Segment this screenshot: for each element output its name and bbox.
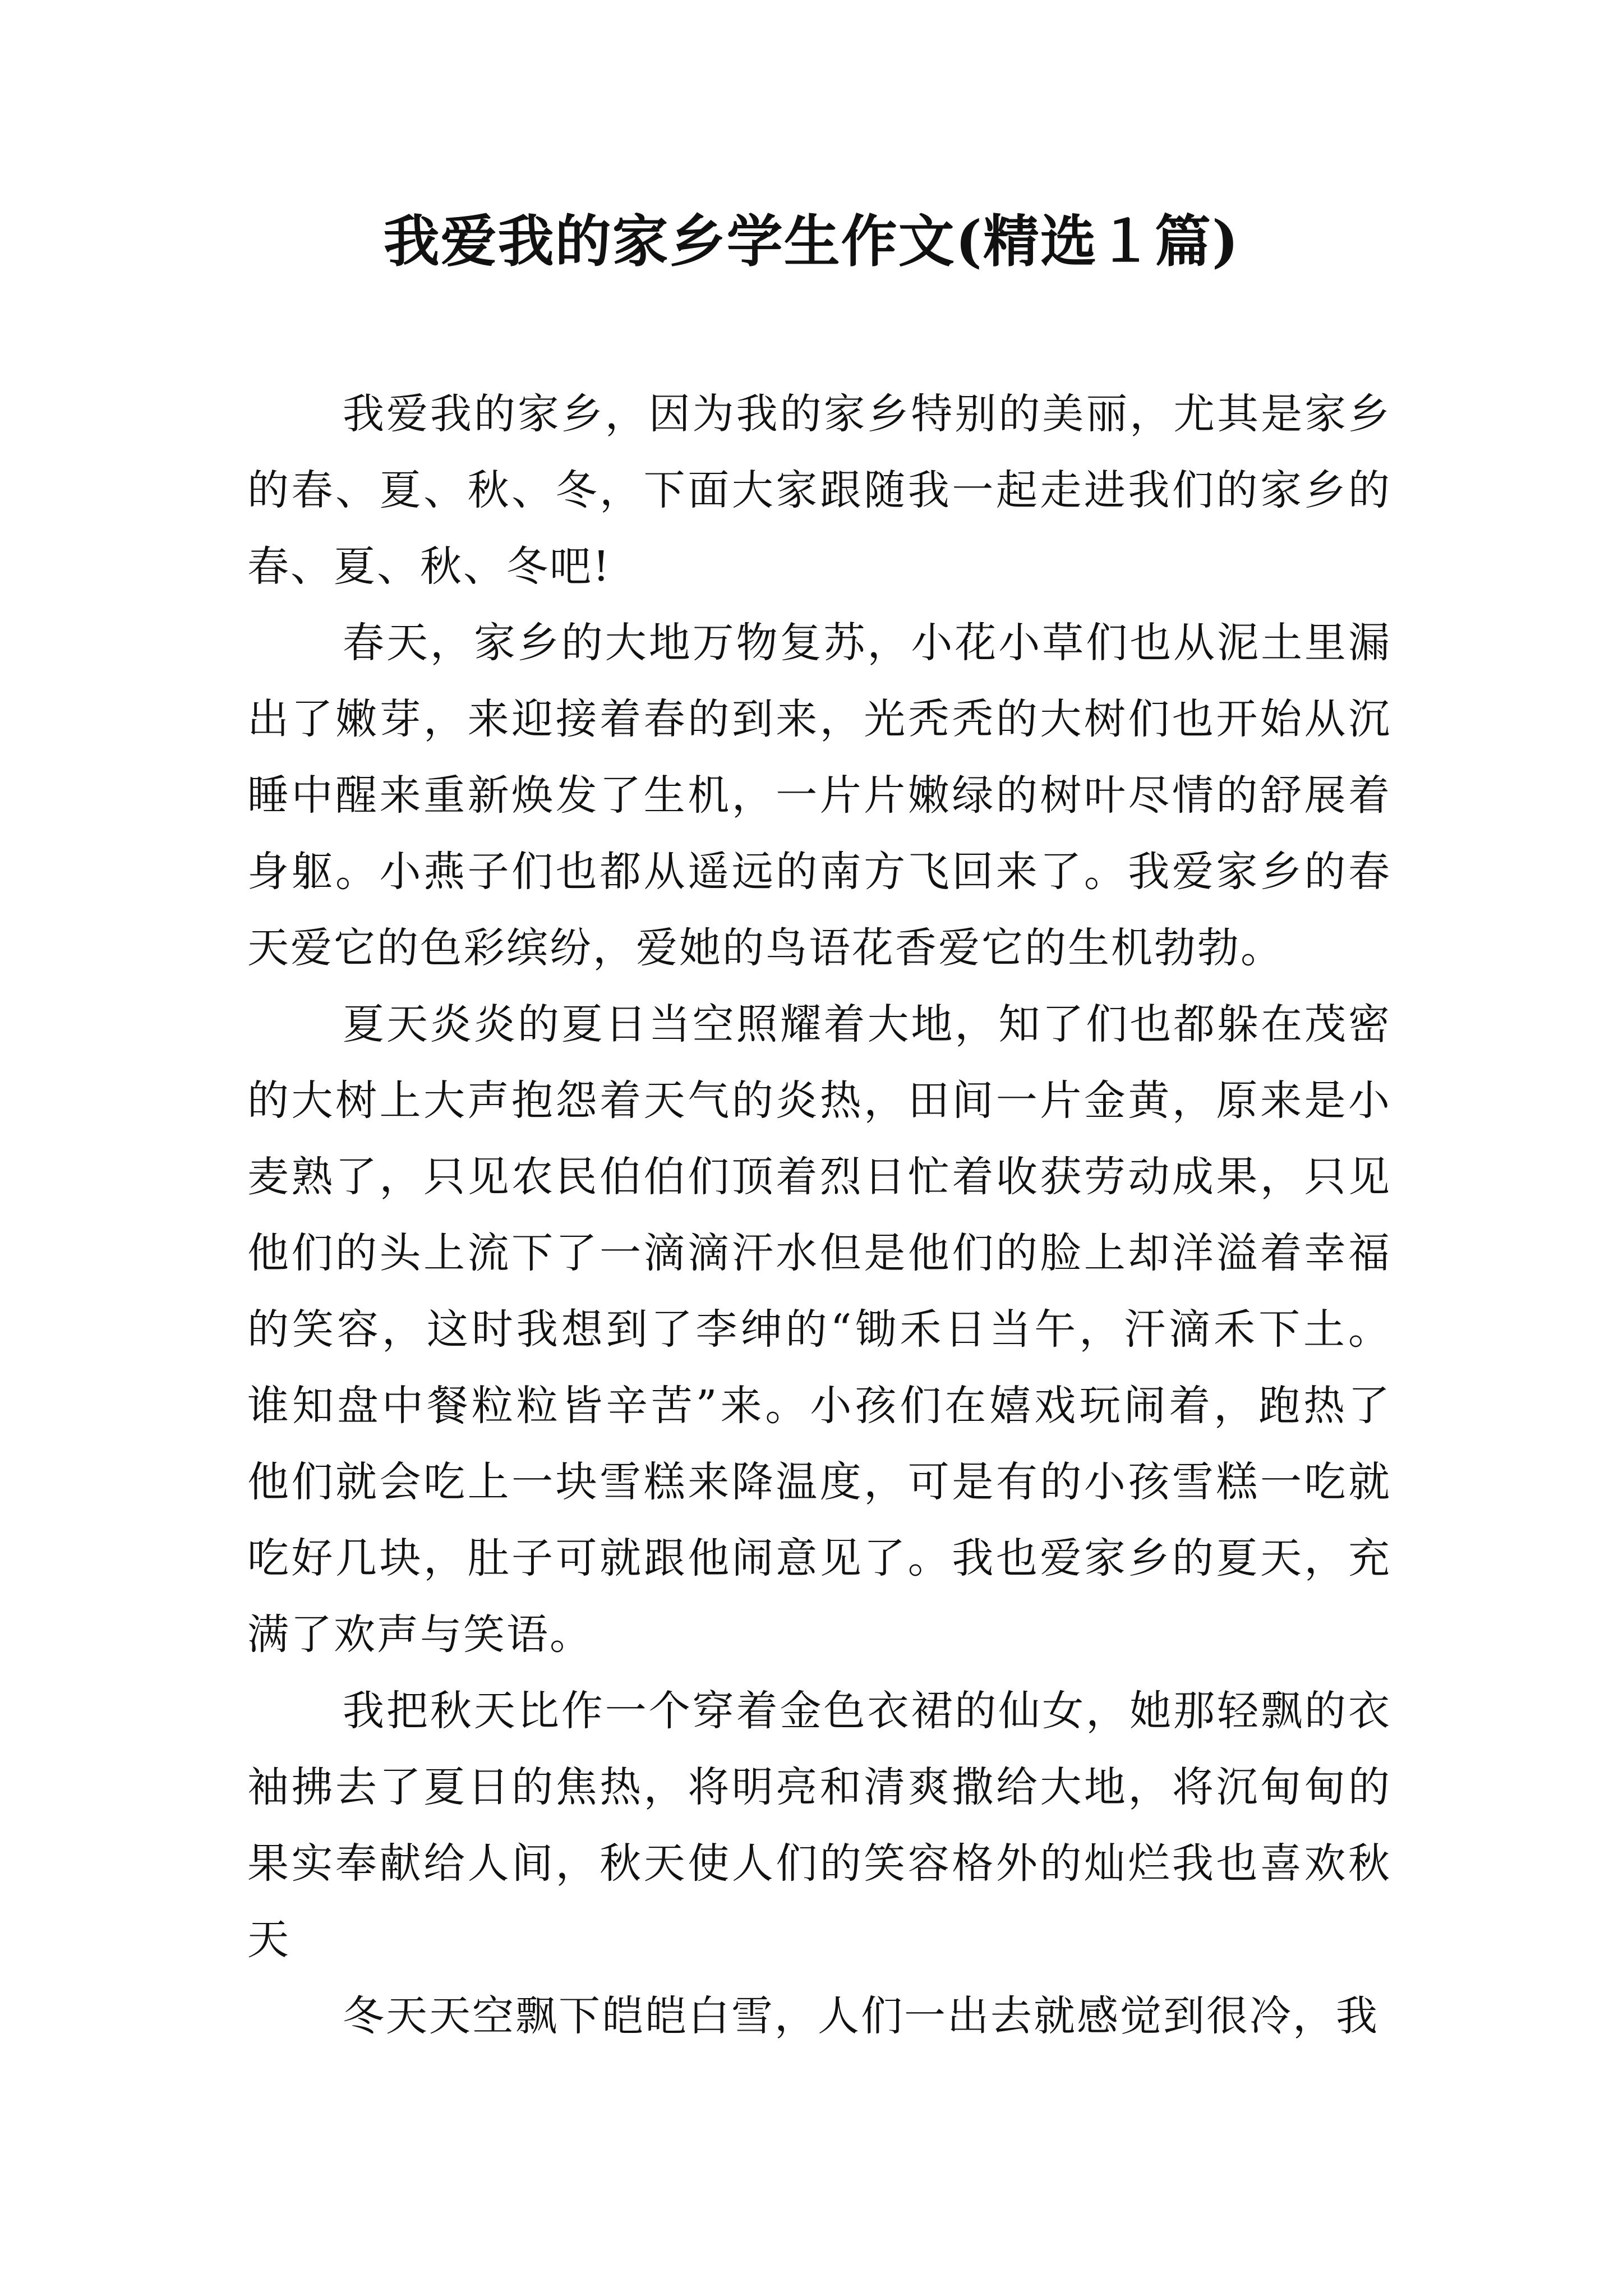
paragraph-winter: 冬天天空飘下皑皑白雪，人们一出去就感觉到很冷，我 [343, 1992, 1379, 2040]
paragraph-spring: 春天，家乡的大地万物复苏，小花小草们也从泥土里漏出了嫩芽，来迎接着春的到来，光秃秃的大树们也开始从沉睡中醒来重新焕发了生机，一片片嫩绿的树叶尽情的舒展着身躯。小燕子们也都从遥远的南方飞回来了。我爱家乡的春天爱它的色彩缤纷，爱她的鸟语花香爱它的生机勃勃。 [247, 619, 1391, 972]
paragraph-summer: 夏天炎炎的夏日当空照耀着大地，知了们也都躲在茂密的大树上大声抱怨着天气的炎热，田间一片金黄，原来是小麦熟了，只见农民伯伯们顶着烈日忙着收获劳动成果，只见他们的头上流下了一滴滴汗水但是他们的脸上却洋溢着幸福的笑容，这时我想到了李绅的“锄禾日当午，汗滴禾下土。谁知盘中餐粒粒皆辛苦”来。小孩们在嬉戏玩闹着，跑热了他们就会吃上一块雪糕来降温度，可是有的小孩雪糕一吃就吃好几块，肚子可就跟他闹意见了。我也爱家乡的夏天，充满了欢声与笑语。 [247, 1000, 1391, 1659]
paragraph-autumn: 我把秋天比作一个穿着金色衣裙的仙女，她那轻飘的衣袖拂去了夏日的焦热，将明亮和清爽撒给大地，将沉甸甸的果实奉献给人间，秋天使人们的笑容格外的灿烂我也喜欢秋天 [247, 1687, 1391, 1964]
document-body [247, 376, 1391, 2054]
document-title: 我爱我的家乡学生作文(精选１篇) [383, 208, 1240, 274]
paragraph-intro: 我爱我的家乡，因为我的家乡特别的美丽，尤其是家乡的春、夏、秋、冬，下面大家跟随我一起走进我们的家乡的春、夏、秋、冬吧! [247, 390, 1391, 591]
